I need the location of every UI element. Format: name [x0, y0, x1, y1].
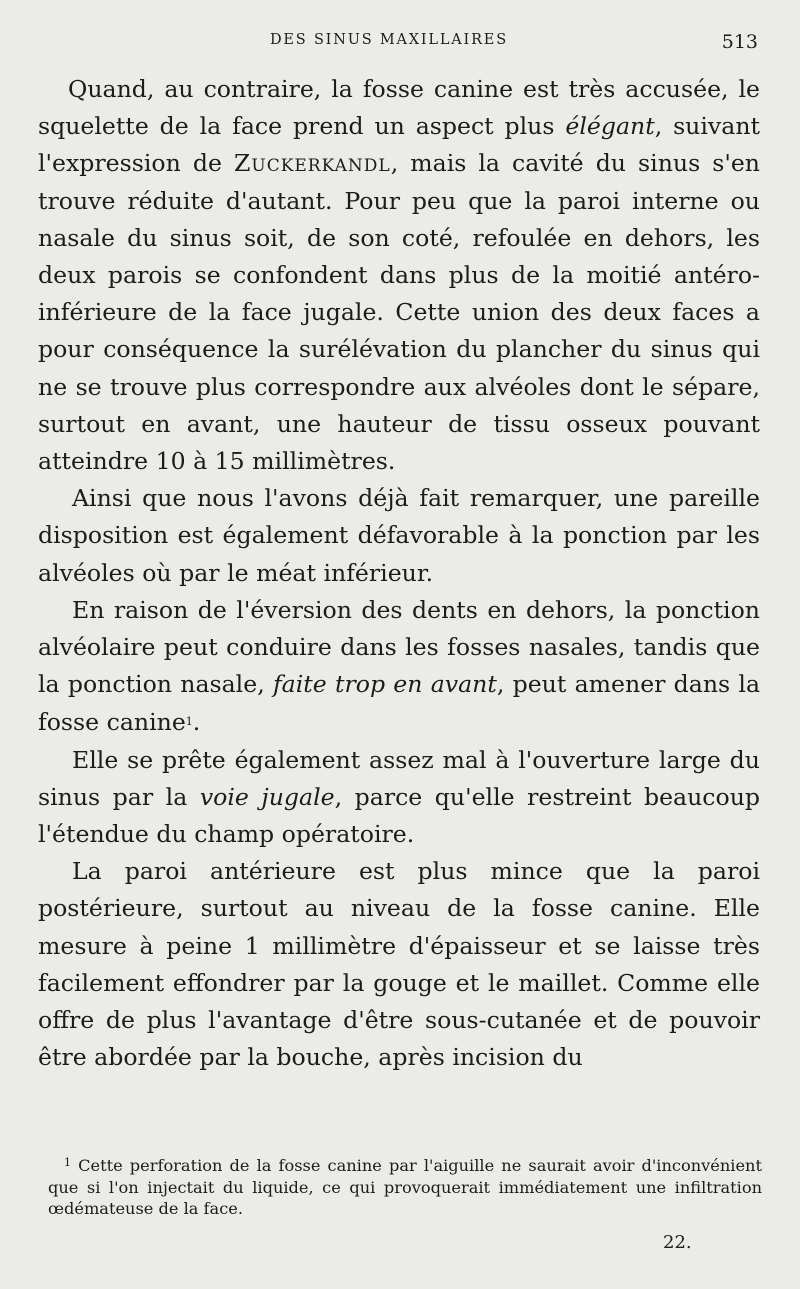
- paragraph-1-text-b: , suivant l'expression de: [38, 112, 760, 178]
- body-text: [38, 71, 760, 1076]
- footnote-reference: 1: [185, 715, 193, 729]
- paragraph-1-text-a: Quand, au contraire, la fosse canine est très accusée, le squelette de la face prend un aspect plus: [38, 75, 760, 141]
- running-title: DES SINUS MAXILLAIRES: [270, 32, 508, 48]
- page-number: 513: [721, 31, 758, 53]
- paragraph-4-emphasis: voie jugale: [199, 782, 335, 811]
- paragraph-3-emphasis: faite trop en avant: [272, 670, 497, 699]
- running-head: [38, 32, 758, 54]
- footnote-text: Cette perforation de la fosse canine par l'aiguille ne saurait avoir d'inconvénient que si l'on injectait du liquide, ce qui provoquerait immédiatement une infiltration œdémateuse de la face.: [48, 1156, 762, 1218]
- footnote-marker: 1: [64, 1156, 71, 1169]
- footnote: [48, 1152, 762, 1220]
- signature-mark: 22.: [663, 1232, 692, 1253]
- paragraph-3: [38, 592, 760, 742]
- paragraph-1: [38, 71, 760, 480]
- paragraph-3-text-c: .: [192, 708, 201, 737]
- paragraph-3-text-a: En raison de l'éversion des dents en dehors, la ponction alvéolaire peut conduire dans les fosses nasales, tandis que la ponction nasale,: [38, 595, 760, 699]
- author-name-smallcaps: Zuckerkandl: [233, 149, 391, 178]
- paragraph-1-text-c: , mais la cavité du sinus s'en trouve réduite d'autant. Pour peu que la paroi interne ou nasale du sinus soit, de son coté, refoulée en dehors, les deux parois se confondent dans plus de la moitié antéro-inférieure de la face jugale. Cette union des deux faces a pour conséquence la surélévation du plancher du sinus qui ne se trouve plus correspondre aux alvéoles dont le sépare, surtout en avant, une hauteur de tissu osseux pouvant atteindre 10 à 15 millimètres.: [38, 149, 760, 476]
- paragraph-2: Ainsi que nous l'avons déjà fait remarquer, une pareille disposition est également défavorable à la ponction par les alvéoles où par le méat inférieur.: [38, 484, 760, 587]
- paragraph-4-text-a: Elle se prête également assez mal à l'ouverture large du sinus par la: [38, 745, 760, 811]
- paragraph-4: [38, 742, 760, 854]
- paragraph-5: La paroi antérieure est plus mince que la paroi postérieure, surtout au niveau de la fosse canine. Elle mesure à peine 1 millimètre d'épaisseur et se laisse très facilement effondrer par la gouge et le maillet. Comme elle offre de plus l'avantage d'être sous-cutanée et de pouvoir être abordée par la bouche, après incision du: [38, 857, 760, 1072]
- paragraph-3-text-b: , peut amener dans la fosse canine: [38, 670, 761, 737]
- paragraph-1-emphasis: élégant: [565, 112, 655, 141]
- footnote-paragraph: [48, 1152, 762, 1220]
- paragraph-4-text-b: , parce qu'elle restreint beaucoup l'étendue du champ opératoire.: [38, 782, 761, 849]
